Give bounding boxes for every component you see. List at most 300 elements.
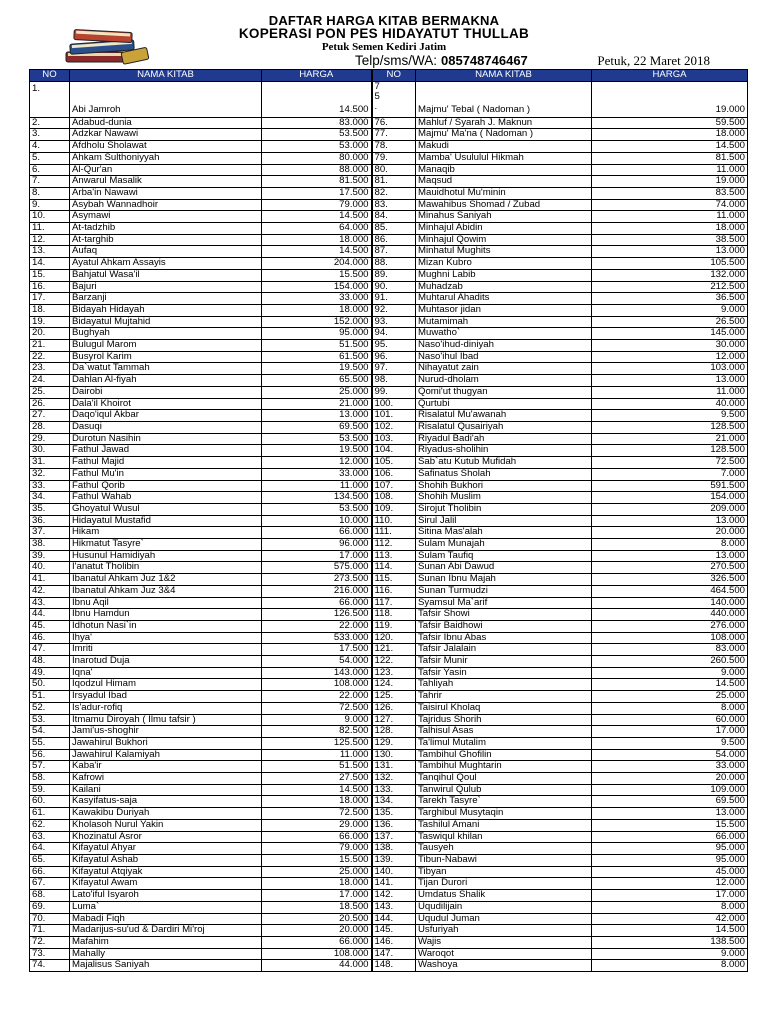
table-row — [30, 457, 748, 469]
row-name: Tausyeh — [416, 843, 592, 855]
table-row — [30, 585, 748, 597]
row-price: 95.000 — [592, 843, 748, 855]
row-price: 83.000 — [592, 644, 748, 656]
row-name: Daqo'iqul Akbar — [70, 410, 262, 422]
row-price: 19.000 — [592, 176, 748, 188]
row-name: Hidayatul Mustafid — [70, 515, 262, 527]
row-no: 74. — [30, 960, 70, 972]
table-row — [30, 550, 748, 562]
row-price: 13.000 — [592, 550, 748, 562]
row-price: 14.500 — [592, 141, 748, 153]
row-no: 12. — [30, 234, 70, 246]
table-row — [30, 199, 748, 211]
table-row — [30, 539, 748, 551]
row-no: 87. — [372, 246, 416, 258]
row-no-part: . — [374, 100, 378, 112]
row-name: Madarijus-su'ud & Dardiri Mi'roj — [70, 925, 262, 937]
table-row — [30, 866, 748, 878]
row-no: 83. — [372, 199, 416, 211]
row-name: Asybah Wannadhoir — [70, 199, 262, 211]
table-row — [30, 527, 748, 539]
row-no: 122. — [372, 656, 416, 668]
row-name: Ibanatul Ahkam Juz 3&4 — [70, 585, 262, 597]
row-price: 54.000 — [592, 749, 748, 761]
row-name: Al-Qur'an — [70, 164, 262, 176]
table-row — [30, 843, 748, 855]
row-no: 60. — [30, 796, 70, 808]
row-name: Uqudul Juman — [416, 913, 592, 925]
table-row — [30, 620, 748, 632]
table-row — [30, 831, 748, 843]
row-no: 140. — [372, 866, 416, 878]
row-no: 37. — [30, 527, 70, 539]
row-no: 119. — [372, 620, 416, 632]
row-price: 79.000 — [262, 843, 372, 855]
row-price: 8.000 — [592, 539, 748, 551]
row-name: Wajis — [416, 936, 592, 948]
row-name: Afdholu Sholawat — [70, 141, 262, 153]
row-no: 109. — [372, 503, 416, 515]
row-name: Durotun Nasihin — [70, 433, 262, 445]
row-name: Targhibul Musytaqin — [416, 808, 592, 820]
row-no: 102. — [372, 421, 416, 433]
row-price: 96.000 — [262, 539, 372, 551]
row-name: Manaqib — [416, 164, 592, 176]
row-name: Khozinatul Asror — [70, 831, 262, 843]
row-name: Lato'iful Isyaroh — [70, 890, 262, 902]
table-row — [30, 410, 748, 422]
row-price: 11.000 — [262, 480, 372, 492]
row-name: Kifayatul Ahyar — [70, 843, 262, 855]
row-no: 59. — [30, 784, 70, 796]
row-price: 83.500 — [592, 187, 748, 199]
table-row — [30, 796, 748, 808]
row-name: Washoya — [416, 960, 592, 972]
row-no: 99. — [372, 386, 416, 398]
row-no: 146. — [372, 936, 416, 948]
row-name: At-tadzhib — [70, 223, 262, 235]
row-price: 27.500 — [262, 773, 372, 785]
row-price: 25.000 — [262, 386, 372, 398]
row-price: 464.500 — [592, 585, 748, 597]
row-price: 209.000 — [592, 503, 748, 515]
row-price: 17.500 — [262, 187, 372, 199]
row-price: 66.000 — [262, 527, 372, 539]
row-no: 81. — [372, 176, 416, 188]
row-name: Sab`atu Kutub Mufidah — [416, 457, 592, 469]
row-price: 125.500 — [262, 737, 372, 749]
row-name: Nurud-dholam — [416, 375, 592, 387]
row-price: 105.500 — [592, 258, 748, 270]
row-name: Ta'limul Mutalim — [416, 737, 592, 749]
row-price: 154.000 — [592, 492, 748, 504]
row-price: 18.000 — [262, 796, 372, 808]
row-no: 142. — [372, 890, 416, 902]
row-no: 104. — [372, 445, 416, 457]
date: Petuk, 22 Maret 2018 — [597, 53, 710, 68]
row-price: 140.000 — [592, 597, 748, 609]
row-name: Kasyifatus-saja — [70, 796, 262, 808]
row-price: 7.000 — [592, 468, 748, 480]
row-price: 134.500 — [262, 492, 372, 504]
row-price: 66.000 — [592, 831, 748, 843]
row-price: 20.500 — [262, 913, 372, 925]
row-price: 18.500 — [262, 901, 372, 913]
row-no: 135. — [372, 808, 416, 820]
row-name: Jawahirul Bukhori — [70, 737, 262, 749]
table-row — [30, 773, 748, 785]
row-no: 22. — [30, 351, 70, 363]
table-row — [30, 492, 748, 504]
row-no: 15. — [30, 269, 70, 281]
row-price: 19.000 — [592, 81, 748, 117]
row-price: 14.500 — [262, 784, 372, 796]
row-no: 80. — [372, 164, 416, 176]
row-no: 96. — [372, 351, 416, 363]
row-no: 117. — [372, 597, 416, 609]
row-price: 21.000 — [592, 433, 748, 445]
row-price: 14.500 — [592, 925, 748, 937]
contact-label: Telp/sms/WA: — [355, 53, 438, 68]
row-no: 114. — [372, 562, 416, 574]
row-no: 54. — [30, 726, 70, 738]
row-name: Usfuriyah — [416, 925, 592, 937]
row-price: 10.000 — [262, 515, 372, 527]
row-price: 17.500 — [262, 644, 372, 656]
row-name: Bajuri — [70, 281, 262, 293]
table-row — [30, 784, 748, 796]
table-row — [30, 667, 748, 679]
row-name: Ahkam Sulthoniyyah — [70, 152, 262, 164]
row-no: 32. — [30, 468, 70, 480]
row-name: Mahluf / Syarah J. Maknun — [416, 117, 592, 129]
row-name: Abi Jamroh — [70, 81, 262, 117]
row-price: 53.500 — [262, 129, 372, 141]
table-row — [30, 936, 748, 948]
row-name: Bahjatul Wasa'il — [70, 269, 262, 281]
row-price: 17.000 — [592, 726, 748, 738]
row-name: Bulugul Marom — [70, 340, 262, 352]
row-no: 78. — [372, 141, 416, 153]
row-name: Dahlan Al-fiyah — [70, 375, 262, 387]
row-name: Naso'ihul Ibad — [416, 351, 592, 363]
row-name: Shohih Bukhori — [416, 480, 592, 492]
row-no: 53. — [30, 714, 70, 726]
row-price: 9.000 — [592, 304, 748, 316]
row-price: 9.000 — [592, 948, 748, 960]
row-price: 18.000 — [592, 129, 748, 141]
row-price: 17.000 — [262, 890, 372, 902]
row-price: 38.500 — [592, 234, 748, 246]
row-no: 107. — [372, 480, 416, 492]
row-no: 40. — [30, 562, 70, 574]
row-no: 139. — [372, 855, 416, 867]
row-price: 9.500 — [592, 410, 748, 422]
row-price: 18.000 — [262, 304, 372, 316]
row-no: 46. — [30, 632, 70, 644]
row-price: 11.000 — [592, 211, 748, 223]
table-row — [30, 913, 748, 925]
row-name: Majmu' Tebal ( Nadoman ) — [416, 81, 592, 117]
table-row — [30, 890, 748, 902]
row-price: 108.000 — [262, 948, 372, 960]
table-row — [30, 269, 748, 281]
table-row — [30, 141, 748, 153]
row-price: 128.500 — [592, 421, 748, 433]
row-name: Makudi — [416, 141, 592, 153]
row-no: 62. — [30, 819, 70, 831]
col-name: NAMA KITAB — [70, 70, 262, 82]
row-price: 11.000 — [262, 749, 372, 761]
row-no: 115. — [372, 574, 416, 586]
row-no: 76. — [372, 117, 416, 129]
row-price: 53.000 — [262, 141, 372, 153]
row-price: 54.000 — [262, 656, 372, 668]
row-name: Tajridus Shorih — [416, 714, 592, 726]
row-name: Riyadus-sholihin — [416, 445, 592, 457]
row-no: 148. — [372, 960, 416, 972]
row-no: 66. — [30, 866, 70, 878]
row-name: Iqodzul Himam — [70, 679, 262, 691]
row-name: Tanqihul Qoul — [416, 773, 592, 785]
row-name: Kifayatul Ashab — [70, 855, 262, 867]
col-price: HARGA — [262, 70, 372, 82]
row-no: 95. — [372, 340, 416, 352]
row-price: 82.500 — [262, 726, 372, 738]
row-price: 154.000 — [262, 281, 372, 293]
row-name: Hikam — [70, 527, 262, 539]
table-row — [30, 503, 748, 515]
row-price: 30.000 — [592, 340, 748, 352]
table-row — [30, 398, 748, 410]
contact — [355, 53, 528, 68]
row-name: Tafsir Munir — [416, 656, 592, 668]
row-no: 92. — [372, 304, 416, 316]
table-row — [30, 609, 748, 621]
row-price: 88.000 — [262, 164, 372, 176]
row-no: 98. — [372, 375, 416, 387]
row-name: Mabadi Fiqh — [70, 913, 262, 925]
row-no: 84. — [372, 211, 416, 223]
row-no: 105. — [372, 457, 416, 469]
row-price: 575.000 — [262, 562, 372, 574]
row-name: Ibnu Hamdun — [70, 609, 262, 621]
row-name: I'anatut Tholibin — [70, 562, 262, 574]
row-no: 8. — [30, 187, 70, 199]
row-name: Ghoyatul Wusul — [70, 503, 262, 515]
row-no: 126. — [372, 702, 416, 714]
table-header — [30, 70, 748, 82]
row-no: 28. — [30, 421, 70, 433]
row-no: 2. — [30, 117, 70, 129]
table-row — [30, 164, 748, 176]
row-no: 118. — [372, 609, 416, 621]
table-row — [30, 187, 748, 199]
row-price: 44.000 — [262, 960, 372, 972]
table-row — [30, 714, 748, 726]
row-name: Tibyan — [416, 866, 592, 878]
row-no: 63. — [30, 831, 70, 843]
row-no: 35. — [30, 503, 70, 515]
row-name: Tijan Durori — [416, 878, 592, 890]
row-name: Idhotun Nasi`in — [70, 620, 262, 632]
row-no: 70. — [30, 913, 70, 925]
row-name: Bidayatul Mujtahid — [70, 316, 262, 328]
table-row — [30, 574, 748, 586]
row-price: 204.000 — [262, 258, 372, 270]
row-name: Sulam Munajah — [416, 539, 592, 551]
row-name: Minhajul Qowim — [416, 234, 592, 246]
row-price: 29.000 — [262, 819, 372, 831]
row-name: Tahrir — [416, 691, 592, 703]
row-price: 61.500 — [262, 351, 372, 363]
row-name: Qurtubi — [416, 398, 592, 410]
row-price: 25.000 — [262, 866, 372, 878]
row-name: Mutamimah — [416, 316, 592, 328]
row-price: 145.000 — [592, 328, 748, 340]
row-name: Mauidhotul Mu'minin — [416, 187, 592, 199]
row-price: 65.500 — [262, 375, 372, 387]
row-name: Busyrol Karim — [70, 351, 262, 363]
table-row — [30, 761, 748, 773]
row-name: Majalisus Saniyah — [70, 960, 262, 972]
table-row — [30, 223, 748, 235]
row-price: 108.000 — [592, 632, 748, 644]
row-no: 93. — [372, 316, 416, 328]
table-row — [30, 258, 748, 270]
table-row — [30, 176, 748, 188]
row-no: 106. — [372, 468, 416, 480]
row-price: 103.000 — [592, 363, 748, 375]
table-row — [30, 901, 748, 913]
row-no: 132. — [372, 773, 416, 785]
row-price: 11.000 — [592, 164, 748, 176]
row-no: 133. — [372, 784, 416, 796]
row-no: 17. — [30, 293, 70, 305]
col-price-2: HARGA — [592, 70, 748, 82]
row-price: 152.000 — [262, 316, 372, 328]
row-name: Muhadzab — [416, 281, 592, 293]
table-row — [30, 293, 748, 305]
row-no: 19. — [30, 316, 70, 328]
row-name: Umdatus Shalik — [416, 890, 592, 902]
table-row — [30, 421, 748, 433]
row-no: 31. — [30, 457, 70, 469]
row-name: Sunan Ibnu Majah — [416, 574, 592, 586]
row-name: Sirul Jalil — [416, 515, 592, 527]
table-row — [30, 340, 748, 352]
row-price: 216.000 — [262, 585, 372, 597]
table-row — [30, 328, 748, 340]
row-no: 108. — [372, 492, 416, 504]
row-no: 9. — [30, 199, 70, 211]
row-name: Tafsir Showi — [416, 609, 592, 621]
row-name: Fathul Wahab — [70, 492, 262, 504]
row-no-part: 7 — [374, 81, 380, 92]
row-name: Syamsul Ma`arif — [416, 597, 592, 609]
row-no: 71. — [30, 925, 70, 937]
row-price: 22.000 — [262, 691, 372, 703]
row-no: 77. — [372, 129, 416, 141]
row-price: 591.500 — [592, 480, 748, 492]
row-no: 4. — [30, 141, 70, 153]
row-name: Is'adur-rofiq — [70, 702, 262, 714]
row-name: Sulam Taufiq — [416, 550, 592, 562]
row-name: Sitina Mas'alah — [416, 527, 592, 539]
row-no: 52. — [30, 702, 70, 714]
row-no: 90. — [372, 281, 416, 293]
row-no: 72. — [30, 936, 70, 948]
row-name: Da`watut Tammah — [70, 363, 262, 375]
row-price: 12.000 — [262, 457, 372, 469]
table-row — [30, 445, 748, 457]
row-price: 74.000 — [592, 199, 748, 211]
row-no: 42. — [30, 585, 70, 597]
row-no: 145. — [372, 925, 416, 937]
row-name: Itmamu Diroyah ( Ilmu tafsir ) — [70, 714, 262, 726]
row-no: 101. — [372, 410, 416, 422]
table-row — [30, 129, 748, 141]
table-row — [30, 386, 748, 398]
row-no: 44. — [30, 609, 70, 621]
row-price: 95.000 — [262, 328, 372, 340]
table-row — [30, 632, 748, 644]
row-price: 51.500 — [262, 340, 372, 352]
row-price: 440.000 — [592, 609, 748, 621]
contact-number: 085748746467 — [441, 53, 528, 68]
row-price: 126.500 — [262, 609, 372, 621]
row-name: Tarekh Tasyre` — [416, 796, 592, 808]
row-no: 128. — [372, 726, 416, 738]
row-no: 110. — [372, 515, 416, 527]
row-price: 12.000 — [592, 878, 748, 890]
row-no: 26. — [30, 398, 70, 410]
row-name: Uqudilijain — [416, 901, 592, 913]
row-no: 68. — [30, 890, 70, 902]
row-price: 15.500 — [262, 269, 372, 281]
row-no: 69. — [30, 901, 70, 913]
table-row — [30, 433, 748, 445]
row-price: 80.000 — [262, 152, 372, 164]
row-price: 26.500 — [592, 316, 748, 328]
row-no: 14. — [30, 258, 70, 270]
table-row — [30, 281, 748, 293]
row-price: 9.500 — [592, 737, 748, 749]
row-price: 66.000 — [262, 936, 372, 948]
table-row — [30, 819, 748, 831]
row-no: 127. — [372, 714, 416, 726]
title-line-2: KOPERASI PON PES HIDAYATUT THULLAB — [238, 26, 530, 41]
row-no: 120. — [372, 632, 416, 644]
row-name: Tashilul Amani — [416, 819, 592, 831]
row-name: Jawahirul Kalamiyah — [70, 749, 262, 761]
row-name: At-targhib — [70, 234, 262, 246]
row-price: 69.500 — [262, 421, 372, 433]
row-name: Tafsir Baidhowi — [416, 620, 592, 632]
row-no: 112. — [372, 539, 416, 551]
row-price: 66.000 — [262, 597, 372, 609]
row-no: 147. — [372, 948, 416, 960]
table-row — [30, 656, 748, 668]
row-name: Mamba' Usululul Hikmah — [416, 152, 592, 164]
row-name: Kaba'ir — [70, 761, 262, 773]
row-price: 12.000 — [592, 351, 748, 363]
row-no: 57. — [30, 761, 70, 773]
row-no: 56. — [30, 749, 70, 761]
row-price: 13.000 — [262, 410, 372, 422]
row-price: 72.500 — [592, 457, 748, 469]
row-no: 47. — [30, 644, 70, 656]
